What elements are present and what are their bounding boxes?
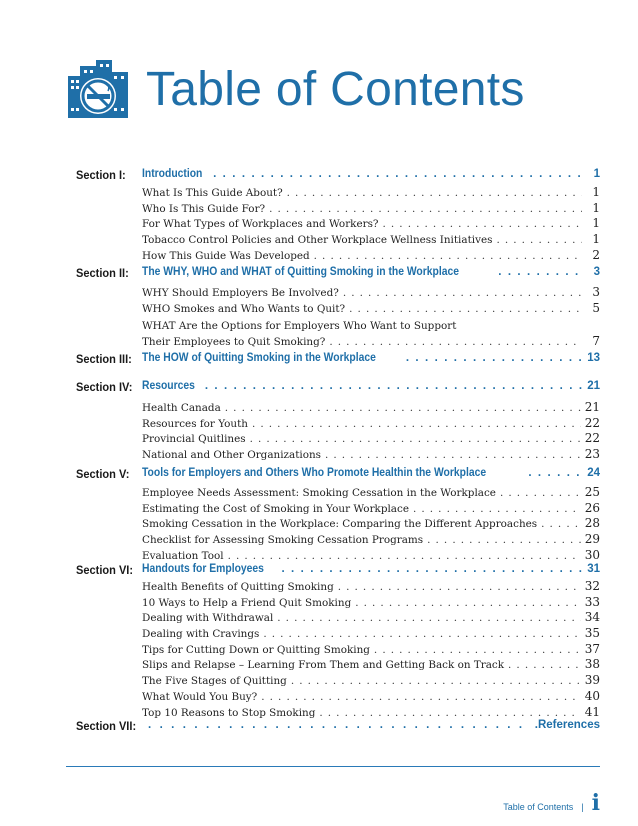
section-heading-text: The HOW of Quitting Smoking in the Workplace [142,352,376,364]
section-heading[interactable] [142,352,600,364]
no-smoking-buildings-logo [66,58,130,122]
toc-item[interactable]: Dealing with Cravings . . . 35 [142,626,600,642]
toc-item-line[interactable]: WHAT Are the Options for Employers Who Want to Support [142,320,457,333]
section-heading-text: Resources [142,380,195,392]
toc-item[interactable]: Smoking Cessation in the Workplace: Comparing the Different Approaches . . . 28 [142,516,600,532]
section-heading[interactable] [142,266,600,278]
toc-item[interactable]: WHY Should Employers Be Involved? . . . 3 [142,285,600,301]
section-page: 1 [593,168,600,180]
toc-item[interactable]: Health Benefits of Quitting Smoking . . . 32 [142,579,600,595]
section-heading[interactable] [142,380,600,392]
toc-item[interactable]: Checklist for Assessing Smoking Cessation Programs . . . 29 [142,532,600,548]
section-label: Section II: [76,266,129,280]
section-page: 3 [593,266,600,278]
section-label: Section VII: [76,719,137,733]
toc-item[interactable]: Who Is This Guide For? . . . 1 [142,201,600,217]
section-label: Section I: [76,168,126,182]
footer-divider [66,766,600,767]
toc-item[interactable]: For What Types of Workplaces and Workers? . . . 1 [142,216,600,232]
toc-item[interactable]: Evaluation Tool . . . 30 [142,548,600,564]
section-label: Section VI: [76,563,134,577]
section-page: 13 [587,352,600,364]
section-page: 24 [587,467,600,479]
footer-label: Table of Contents [503,802,574,812]
section-heading[interactable] [142,563,600,575]
section-heading-text: Introduction [142,168,203,180]
toc-item[interactable]: Health Canada . . . 21 [142,400,600,416]
page-footer [503,790,600,816]
toc-item[interactable]: National and Other Organizations . . . 23 [142,447,600,463]
page-number: i [591,790,600,816]
section-page: .References [534,719,600,731]
toc-item[interactable]: WHO Smokes and Who Wants to Quit? . . . 5 [142,301,600,317]
toc-item[interactable]: Tobacco Control Policies and Other Workplace Wellness Initiatives . . . 1 [142,232,600,248]
section-heading[interactable] [142,168,600,180]
toc-item[interactable]: Slips and Relapse – Learning From Them and Getting Back on Track . . . 38 [142,657,600,673]
toc-item[interactable]: What Is This Guide About? . . . 1 [142,185,600,201]
section-heading[interactable] [142,467,600,479]
section-heading-text: Handouts for Employees [142,563,264,575]
toc-item[interactable]: Estimating the Cost of Smoking in Your Workplace . . . 26 [142,501,600,517]
page-title: Table of Contents [146,63,525,116]
toc-item[interactable]: Top 10 Reasons to Stop Smoking . . . 41 [142,705,600,721]
toc-item[interactable]: Provincial Quitlines . . . 22 [142,431,600,447]
section-page: 31 [587,563,600,575]
section-heading-text: Tools for Employers and Others Who Promote Healthin the Workplace [142,467,487,479]
section-label: Section III: [76,352,132,366]
footer-separator: | [581,802,584,812]
toc-item[interactable]: How This Guide Was Developed . . . 2 [142,248,600,264]
section-heading[interactable] [148,719,600,731]
toc-item[interactable]: Employee Needs Assessment: Smoking Cessation in the Workplace . . . 25 [142,485,600,501]
toc-item[interactable]: The Five Stages of Quitting . . . 39 [142,673,600,689]
toc-item[interactable]: Their Employees to Quit Smoking? . . . 7 [142,334,600,350]
toc-item[interactable]: Resources for Youth . . . 22 [142,416,600,432]
toc-item[interactable]: Tips for Cutting Down or Quitting Smoking . . . 37 [142,642,600,658]
section-page: 21 [587,380,600,392]
section-label: Section V: [76,467,130,481]
toc-item[interactable]: What Would You Buy? . . . 40 [142,689,600,705]
section-heading-text: The WHY, WHO and WHAT of Quitting Smoking in the Workplace [142,266,460,278]
toc-item[interactable]: Dealing with Withdrawal . . . 34 [142,610,600,626]
toc-item[interactable]: 10 Ways to Help a Friend Quit Smoking . . . 33 [142,595,600,611]
section-label: Section IV: [76,380,133,394]
